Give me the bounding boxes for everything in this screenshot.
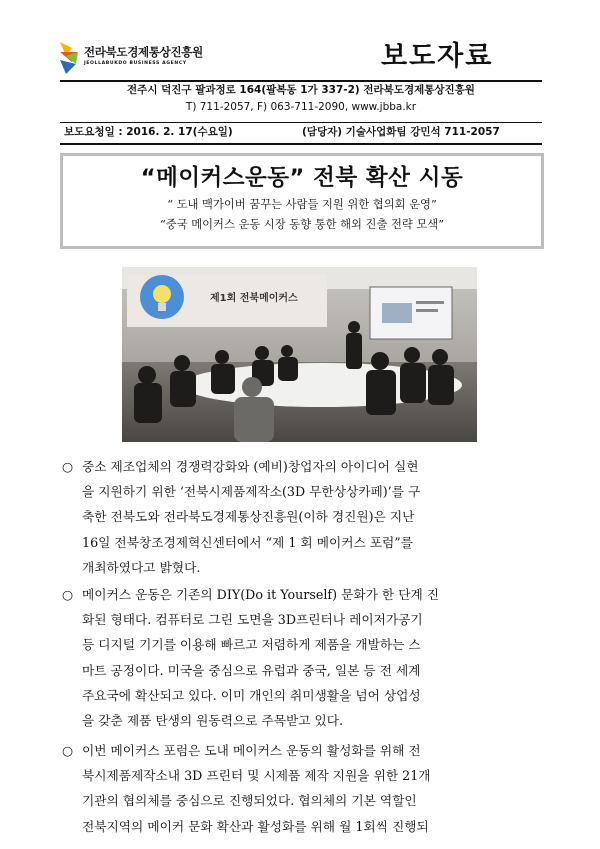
paragraph-line: 등 디지털 기기를 이용해 빠르고 저렴하게 제품을 개발하는 스 <box>82 637 421 653</box>
address: 전주시 덕진구 팔과정로 164(팔복동 1가 337-2) 전라북도경제통상진흥원 <box>127 84 475 96</box>
paragraph-line: 주요국에 확산되고 있다. 이미 개인의 취미생활을 넘어 상업성 <box>82 687 421 703</box>
paragraph-line: 전북지역의 메이커 문화 확산과 활성화를 위해 월 1회씩 진행되 <box>82 818 429 834</box>
paragraph-line: 마트 공정이다. 미국을 중심으로 유럽과 중국, 일본 등 전 세계 <box>82 662 421 678</box>
forum-photo <box>122 267 477 442</box>
headline-title: “메이커스운동” 전북 확산 시동 <box>140 165 464 191</box>
paragraph-line: 16일 전북창조경제혁신센터에서 “제 1 회 메이커스 포럼”를 <box>82 534 414 550</box>
paragraph-2 <box>64 582 544 733</box>
org-name-en: JEOLLABUKDO BUSINESS AGENCY <box>84 61 187 66</box>
paragraph-line: 을 지원하기 위한 ‘전북시제품제작소(3D 무한상상카페)’를 구 <box>82 484 421 500</box>
paragraph-line: 메이커스 운동은 기존의 DIY(Do it Yourself) 문화가 한 단계 진 <box>82 587 439 602</box>
paragraph-line: 을 갖춘 제품 탄생의 원동력으로 주목받고 있다. <box>82 713 344 729</box>
paragraph-1 <box>64 454 544 580</box>
paragraph-line: 이번 메이커스 포럼은 도내 메이커스 운동의 활성화를 위해 전 <box>82 743 421 758</box>
headline-subtitle-2: “중국 메이커스 운동 시장 동향 통한 해외 진출 전략 모색” <box>160 218 444 231</box>
paragraph-line: 기관의 협의체를 중심으로 진행되었다. 협의체의 기본 역할인 <box>82 793 417 809</box>
divider <box>60 143 542 145</box>
paragraph-line: 축한 전북도와 전라북도경제통상진흥원(이하 경진원)은 지난 <box>82 509 415 525</box>
paragraph-line: 북시제품제작소내 3D 프린터 및 시제품 제작 지원을 위한 21개 <box>82 768 431 784</box>
request-date: 보도요청일 : 2016. 2. 17(수요일) <box>64 126 233 138</box>
bullet-marker: ○ <box>62 743 74 758</box>
banner-text: 제1회 전북메이커스 <box>210 293 298 304</box>
contact-line: T) 711-2057, F) 063-711-2090, www.jbba.kr <box>185 101 417 113</box>
org-name: 전라북도경제통상진흥원 <box>84 45 203 59</box>
doc-type: 보도자료 <box>381 41 494 72</box>
paragraph-line: 개최하였다고 밝혔다. <box>82 559 201 575</box>
headline-subtitle-1: “ 도내 맥가이버 꿈꾸는 사람들 지원 위한 협의회 운영” <box>167 198 437 211</box>
bullet-marker: ○ <box>62 459 74 474</box>
forum-photo-image <box>122 267 477 442</box>
paragraph-3 <box>64 738 544 839</box>
bullet-marker: ○ <box>62 587 74 602</box>
person-in-charge: (담당자) 기술사업화팀 강민석 711-2057 <box>302 126 500 138</box>
paragraph-line: 화된 형태다. 컴퓨터로 그린 도면을 3D프린터나 레이저가공기 <box>82 612 423 628</box>
paragraph-line: 중소 제조업체의 경쟁력강화와 (예비)창업자의 아이디어 실현 <box>82 459 419 474</box>
